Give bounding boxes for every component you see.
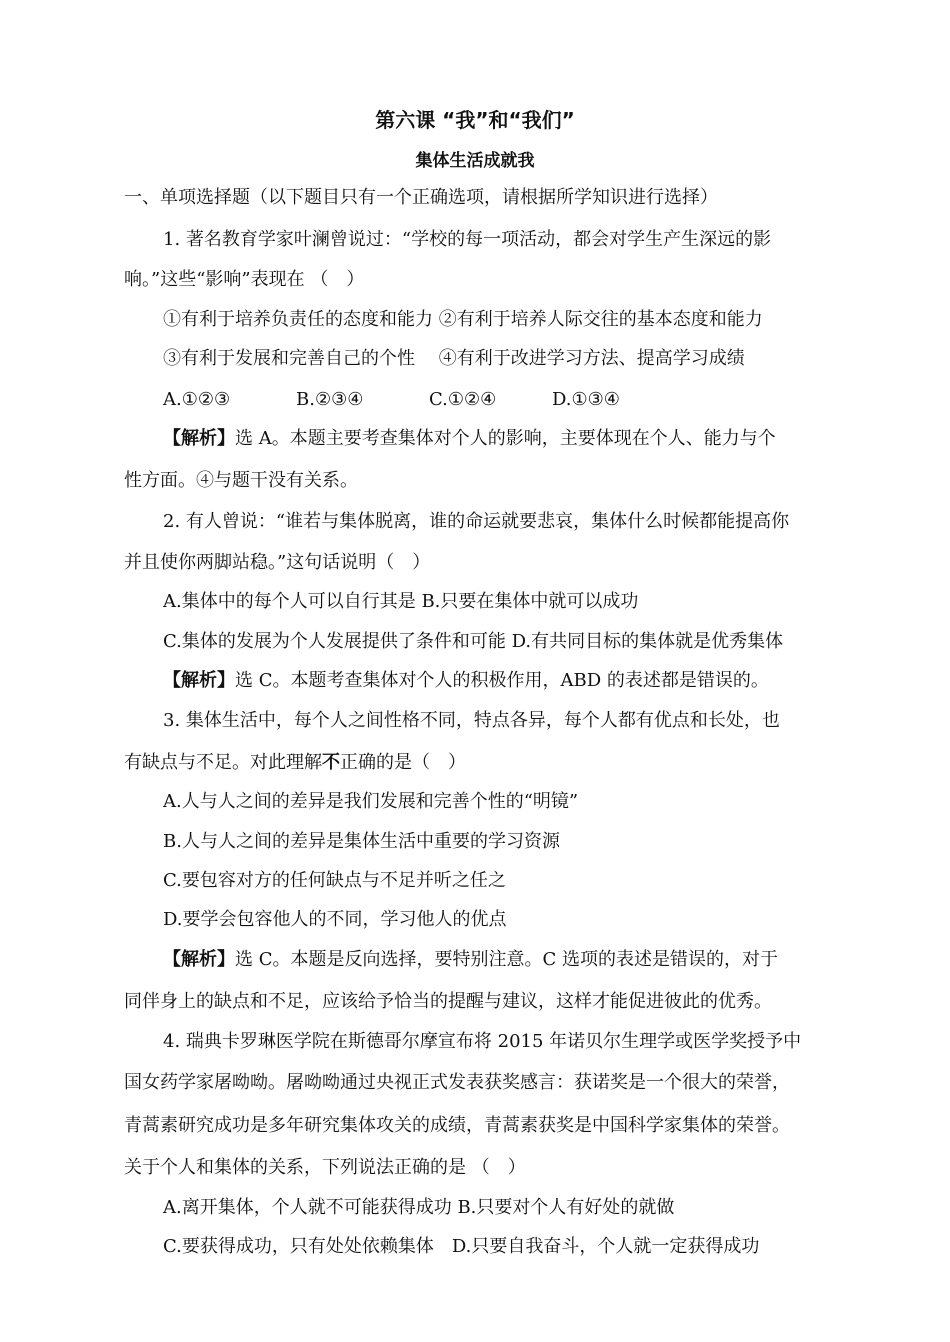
- q1-stem-line1: 1. 著名教育学家叶澜曾说过：“学校的每一项活动，都会对学生产生深远的影: [163, 229, 772, 250]
- q3-analysis-label: 【解析】: [163, 949, 235, 970]
- q3-analysis: [163, 948, 778, 972]
- q2-option-line1: A.集体中的每个人可以自行其是 B.只要在集体中就可以成功: [163, 591, 639, 612]
- q1-choice-b: B.②③④: [296, 389, 364, 410]
- q2-option-line2: C.集体的发展为个人发展提供了条件和可能 D.有共同目标的集体就是优秀集体: [163, 631, 784, 652]
- section-heading: 一、单项选择题（以下题目只有一个正确选项，请根据所学知识进行选择）: [124, 187, 718, 208]
- q1-choice-c: C.①②④: [429, 389, 497, 410]
- q1-stem-line2: 响。”这些“影响”表现在 （ ）: [124, 269, 365, 290]
- q2-analysis-label: 【解析】: [163, 670, 235, 691]
- q2-analysis-text: 选 C。本题考查集体对个人的积极作用，ABD 的表述都是错误的。: [235, 670, 769, 691]
- q4-stem-line3: 青蒿素研究成功是多年研究集体攻关的成绩，青蒿素获奖是中国科学家集体的荣誉。: [124, 1115, 790, 1136]
- q3-stem-emphasis: 不: [322, 752, 340, 773]
- q4-option-line1: A.离开集体，个人就不可能获得成功 B.只要对个人有好处的就做: [163, 1197, 675, 1218]
- q3-analysis-line2: 同伴身上的缺点和不足，应该给予恰当的提醒与建议，这样才能促进彼此的优秀。: [124, 991, 772, 1012]
- q4-option-line2: C.要获得成功，只有处处依赖集体 D.只要自我奋斗，个人就一定获得成功: [163, 1236, 760, 1257]
- q3-stem-pre: 有缺点与不足。对此理解: [124, 752, 322, 773]
- q1-option-line2: ③有利于发展和完善自己的个性 ④有利于改进学习方法、提高学习成绩: [163, 348, 745, 369]
- q1-analysis-line2: 性方面。④与题干没有关系。: [124, 470, 358, 491]
- q1-analysis: [163, 427, 776, 451]
- q1-analysis-text: 选 A。本题主要考查集体对个人的影响，主要体现在个人、能力与个: [235, 428, 776, 449]
- q2-stem-line1: 2. 有人曾说：“谁若与集体脱离，谁的命运就要悲哀，集体什么时候都能提高你: [163, 511, 790, 532]
- q3-stem-line1: 3. 集体生活中，每个人之间性格不同，特点各异，每个人都有优点和长处，也: [163, 710, 780, 731]
- q1-option-line1: ①有利于培养负责任的态度和能力 ②有利于培养人际交往的基本态度和能力: [163, 309, 763, 330]
- q3-stem-post: 正确的是（ ）: [340, 752, 466, 773]
- q3-analysis-text: 选 C。本题是反向选择，要特别注意。C 选项的表述是错误的，对于: [235, 949, 778, 970]
- q1-choice-d: D.①③④: [552, 389, 620, 410]
- lesson-subtitle: 集体生活成就我: [415, 151, 535, 171]
- q4-stem-line2: 国女药学家屠呦呦。屠呦呦通过央视正式发表获奖感言：获诺奖是一个很大的荣誉，: [124, 1072, 790, 1093]
- q3-option-b: B.人与人之间的差异是集体生活中重要的学习资源: [163, 831, 560, 852]
- q3-option-c: C.要包容对方的任何缺点与不足并听之任之: [163, 870, 506, 891]
- q1-choice-a: A.①②③: [163, 389, 231, 410]
- q2-stem-line2: 并且使你两脚站稳。”这句话说明（ ）: [124, 552, 431, 573]
- q1-analysis-label: 【解析】: [163, 428, 235, 449]
- q3-stem-line2: [124, 751, 466, 775]
- q4-stem-line1: 4. 瑞典卡罗琳医学院在斯德哥尔摩宣布将 2015 年诺贝尔生理学或医学奖授予中: [163, 1031, 802, 1052]
- lesson-title: 第六课 “我”和“我们”: [375, 108, 575, 132]
- q3-option-a: A.人与人之间的差异是我们发展和完善个性的“明镜”: [163, 791, 579, 812]
- q4-stem-line4: 关于个人和集体的关系，下列说法正确的是 （ ）: [124, 1157, 526, 1178]
- q3-option-d: D.要学会包容他人的不同，学习他人的优点: [163, 909, 507, 930]
- q2-analysis: [163, 669, 769, 693]
